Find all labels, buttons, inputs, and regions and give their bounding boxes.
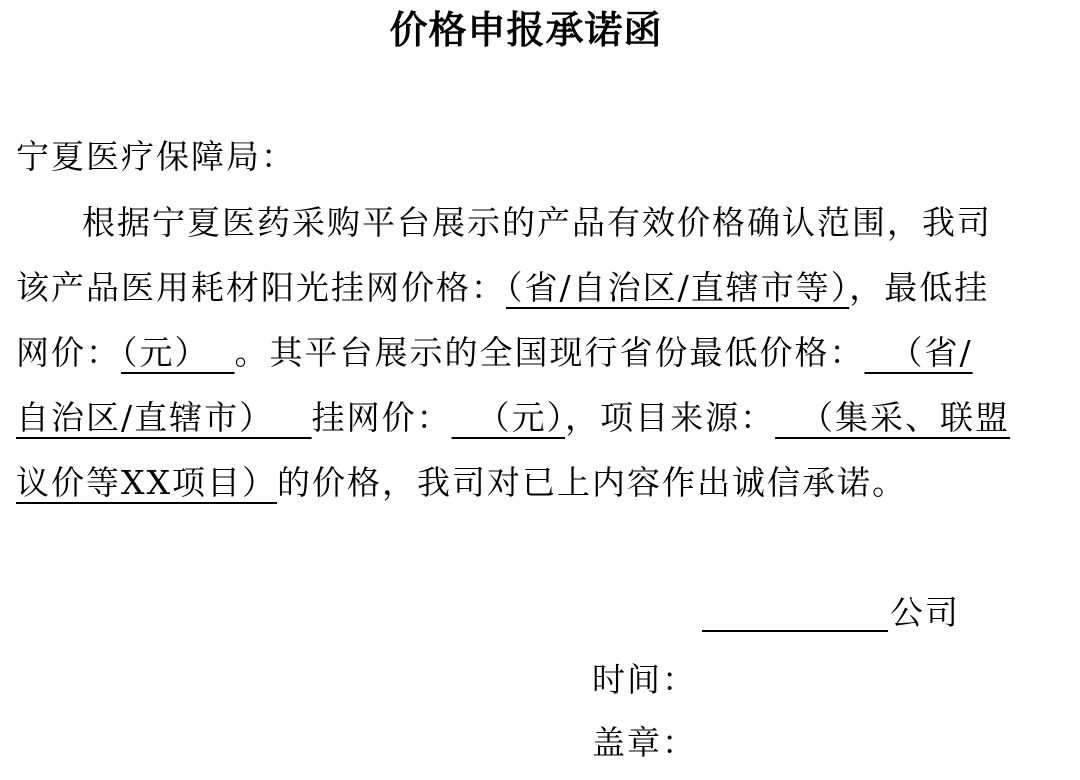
- blank-price-field: （元）: [121, 333, 235, 372]
- body-text: 。其平台展示的全国现行省份最低价格：: [234, 333, 865, 372]
- body-text: ，项目来源：: [565, 398, 776, 437]
- blank-project-source-field: （集采、联盟: [775, 398, 1011, 437]
- seal-label: 盖章：: [592, 723, 697, 762]
- blank-lowest-province-field: （省/: [864, 333, 973, 372]
- body-line-2: [16, 263, 1056, 313]
- body-line-1-text: 根据宁夏医药采购平台展示的产品有效价格确认范围，我司: [82, 203, 992, 242]
- body-line-3: [16, 328, 1056, 378]
- blank-listing-price-field: （元）: [451, 398, 566, 437]
- body-text: ，最低挂: [849, 268, 990, 307]
- company-name-blank: [702, 630, 888, 632]
- time-label: 时间：: [592, 660, 697, 699]
- body-line-5: [16, 458, 1056, 508]
- blank-province-field: （省/自治区/直辖市等）: [506, 268, 850, 307]
- blank-project-source-field-cont: 议价等XX项目）: [16, 463, 277, 502]
- body-text: 挂网价：: [311, 398, 452, 437]
- body-text: 网价：: [16, 333, 121, 372]
- company-label: 公司: [890, 593, 960, 632]
- body-text: 该产品医用耗材阳光挂网价格：: [16, 268, 506, 307]
- page-title: 价格申报承诺函: [389, 7, 663, 52]
- blank-lowest-province-field-cont: 自治区/直辖市）: [16, 398, 312, 437]
- body-line-4: [16, 393, 1056, 443]
- body-line-1: [16, 198, 1056, 248]
- body-text: 的价格，我司对已上内容作出诚信承诺。: [277, 463, 907, 502]
- addressee: 宁夏医疗保障局：: [16, 137, 296, 176]
